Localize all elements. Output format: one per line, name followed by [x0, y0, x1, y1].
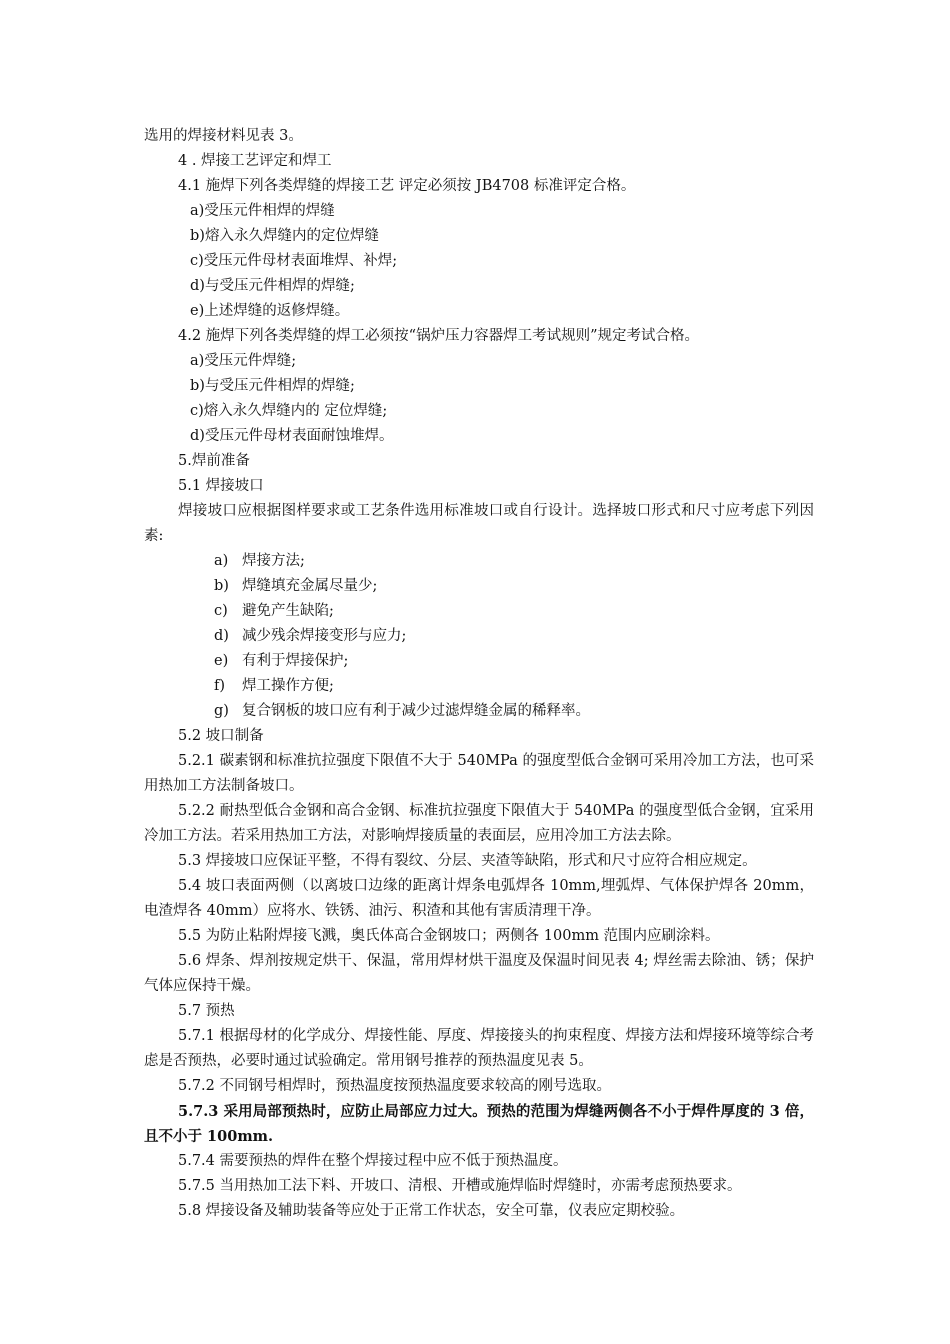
list-item	[144, 599, 814, 624]
paragraph: 5.2.2 耐热型低合金钢和高合金钢、标准抗拉强度下限值大于 540MPa 的强度型低合金钢，宜采用冷加工方法。若采用热加工方法，对影响焊接质量的表面层，应用冷加工方法去除。	[144, 803, 814, 844]
list-marker: g)	[214, 703, 229, 719]
paragraph: 5.7.4 需要预热的焊件在整个焊接过程中应不低于预热温度。	[178, 1153, 568, 1169]
text-line: 选用的焊接材料见表 3。	[144, 128, 303, 144]
list-marker: c)	[214, 603, 228, 619]
list-item-text: 焊接方法;	[242, 553, 305, 569]
list-marker: a)	[214, 553, 229, 569]
bold-paragraph: 5.7.3 采用局部预热时，应防止局部应力过大。预热的范围为焊缝两侧各不小于焊件厚度的 3 倍，且不小于 100mm.	[144, 1103, 814, 1145]
paragraph: 5.3 焊接坡口应保证平整，不得有裂纹、分层、夹渣等缺陷，形式和尺寸应符合相应规定。	[178, 853, 757, 869]
section-heading: 4 . 焊接工艺评定和焊工	[178, 153, 332, 169]
section-heading: 5.7 预热	[178, 1003, 235, 1019]
paragraph: 5.6 焊条、焊剂按规定烘干、保温，常用焊材烘干温度及保温时间见表 4; 焊丝需去除油、锈；保护气体应保持干燥。	[144, 953, 814, 994]
paragraph: 5.7.2 不同钢号相焊时，预热温度按预热温度要求较高的刚号选取。	[178, 1078, 612, 1094]
list-item	[144, 624, 814, 649]
document-body	[144, 124, 814, 1224]
list-item: b)与受压元件相焊的焊缝;	[190, 378, 355, 394]
list-item	[144, 674, 814, 699]
text-line: 4.1 施焊下列各类焊缝的焊接工艺 评定必须按 JB4708 标准评定合格。	[178, 178, 636, 194]
list-marker: d)	[214, 628, 229, 644]
paragraph: 焊接坡口应根据图样要求或工艺条件选用标准坡口或自行设计。选择坡口形式和尺寸应考虑下列因素:	[144, 503, 814, 544]
list-item-text: 焊工操作方便;	[242, 678, 334, 694]
list-item	[144, 549, 814, 574]
list-item-text: 焊缝填充金属尽量少;	[242, 578, 378, 594]
list-marker: e)	[214, 653, 229, 669]
list-item: c)受压元件母材表面堆焊、补焊;	[190, 253, 398, 269]
paragraph: 5.2.1 碳素钢和标准抗拉强度下限值不大于 540MPa 的强度型低合金钢可采用冷加工方法，也可采用热加工方法制备坡口。	[144, 753, 814, 794]
list-item-text: 避免产生缺陷;	[242, 603, 334, 619]
text-line: 4.2 施焊下列各类焊缝的焊工必须按“锅炉压力容器焊工考试规则”规定考试合格。	[178, 328, 699, 344]
section-heading: 5.1 焊接坡口	[178, 478, 264, 494]
list-item: d)受压元件母材表面耐蚀堆焊。	[190, 428, 394, 444]
list-item: a)受压元件相焊的焊缝	[190, 203, 335, 219]
list-item	[144, 699, 814, 724]
list-item-text: 有利于焊接保护;	[242, 653, 349, 669]
list-item	[144, 649, 814, 674]
paragraph: 5.7.1 根据母材的化学成分、焊接性能、厚度、焊接接头的拘束程度、焊接方法和焊接环境等综合考虑是否预热，必要时通过试验确定。常用钢号推荐的预热温度见表 5。	[144, 1028, 814, 1069]
section-heading: 5.2 坡口制备	[178, 728, 264, 744]
list-item: e)上述焊缝的返修焊缝。	[190, 303, 350, 319]
paragraph: 5.8 焊接设备及辅助装备等应处于正常工作状态，安全可靠，仪表应定期校验。	[178, 1203, 685, 1219]
list-item-text: 减少残余焊接变形与应力;	[242, 628, 407, 644]
list-item: b)熔入永久焊缝内的定位焊缝	[190, 228, 379, 244]
list-item-text: 复合钢板的坡口应有利于减少过滤焊缝金属的稀释率。	[242, 703, 590, 719]
paragraph: 5.4 坡口表面两侧（以离坡口边缘的距离计焊条电弧焊各 10mm,埋弧焊、气体保护焊各 20mm，电渣焊各 40mm）应将水、铁锈、油污、积渣和其他有害质清理干净。	[144, 878, 814, 919]
list-item: c)熔入永久焊缝内的 定位焊缝;	[190, 403, 388, 419]
paragraph: 5.7.5 当用热加工法下料、开坡口、清根、开槽或施焊临时焊缝时，亦需考虑预热要求。	[178, 1178, 742, 1194]
section-heading: 5.焊前准备	[178, 453, 250, 469]
list-marker: b)	[214, 578, 229, 594]
paragraph: 5.5 为防止粘附焊接飞溅，奥氏体高合金钢坡口；两侧各 100mm 范围内应刷涂料。	[178, 928, 720, 944]
list-item: d)与受压元件相焊的焊缝;	[190, 278, 355, 294]
list-item: a)受压元件焊缝;	[190, 353, 297, 369]
list-marker: f)	[214, 678, 226, 694]
list-item	[144, 574, 814, 599]
